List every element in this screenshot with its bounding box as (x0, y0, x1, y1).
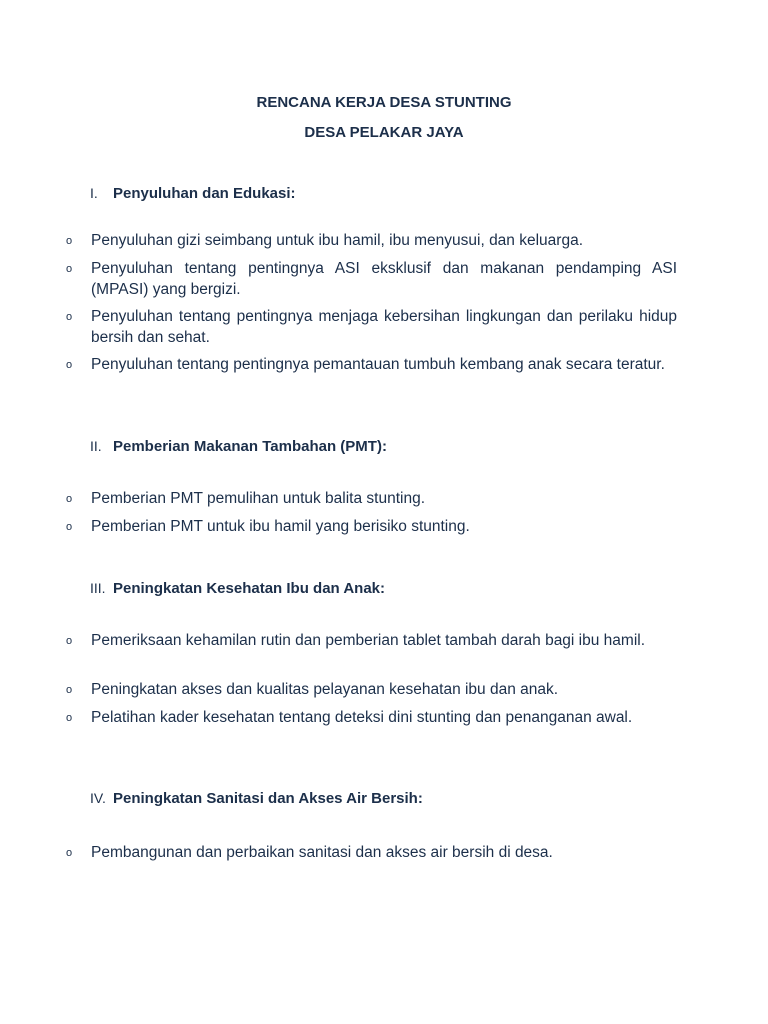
list-item-text: Penyuluhan gizi seimbang untuk ibu hamil, ibu menyusui, dan keluarga. (91, 232, 583, 249)
section-number: IV. (90, 790, 106, 806)
list-item (66, 306, 677, 348)
bullet-icon: o (66, 235, 73, 247)
list-item (66, 679, 677, 700)
bullet-icon: o (66, 684, 73, 696)
list-item-text: Pelatihan kader kesehatan tentang deteksi dini stunting dan penanganan awal. (91, 709, 633, 726)
list-item (66, 354, 677, 375)
list-item-text: Pemberian PMT untuk ibu hamil yang berisiko stunting. (91, 518, 470, 535)
list-item (66, 707, 677, 728)
section-heading-3 (90, 579, 385, 598)
bullet-icon: o (66, 712, 73, 724)
section-title: Penyuluhan dan Edukasi: (113, 185, 296, 202)
section-heading-4 (90, 789, 423, 808)
bullet-icon: o (66, 493, 73, 505)
section-heading-2 (90, 437, 387, 456)
section-title: Peningkatan Kesehatan Ibu dan Anak: (113, 580, 385, 597)
bullet-icon: o (66, 521, 73, 533)
list-item (66, 488, 677, 509)
bullet-icon: o (66, 359, 73, 371)
section-title: Pemberian Makanan Tambahan (PMT): (113, 438, 387, 455)
bullet-icon: o (66, 847, 73, 859)
bullet-icon: o (66, 263, 73, 275)
bullet-icon: o (66, 311, 73, 323)
list-item (66, 842, 677, 863)
list-item (66, 630, 677, 651)
section-number: III. (90, 580, 106, 596)
list-item-text: Pemeriksaan kehamilan rutin dan pemberian tablet tambah darah bagi ibu hamil. (91, 632, 646, 649)
list-item (66, 516, 677, 537)
list-item (66, 258, 677, 300)
list-item-text: Penyuluhan tentang pentingnya menjaga kebersihan lingkungan dan perilaku hidup bersih dan sehat. (91, 308, 677, 346)
list-item-text: Pembangunan dan perbaikan sanitasi dan akses air bersih di desa. (91, 844, 553, 861)
list-item (66, 230, 677, 251)
section-title: Peningkatan Sanitasi dan Akses Air Bersih: (113, 790, 423, 807)
list-item-text: Pemberian PMT pemulihan untuk balita stunting. (91, 490, 426, 507)
bullet-icon: o (66, 635, 73, 647)
document-subtitle: DESA PELAKAR JAYA (304, 124, 464, 141)
document-title: RENCANA KERJA DESA STUNTING (256, 94, 512, 111)
list-item-text: Penyuluhan tentang pentingnya pemantauan tumbuh kembang anak secara teratur. (91, 356, 665, 373)
section-heading-1 (90, 184, 296, 203)
list-item-text: Penyuluhan tentang pentingnya ASI eksklusif dan makanan pendamping ASI (MPASI) yang bergizi. (91, 260, 677, 298)
section-number: I. (90, 185, 98, 201)
section-number: II. (90, 438, 102, 454)
list-item-text: Peningkatan akses dan kualitas pelayanan kesehatan ibu dan anak. (91, 681, 559, 698)
